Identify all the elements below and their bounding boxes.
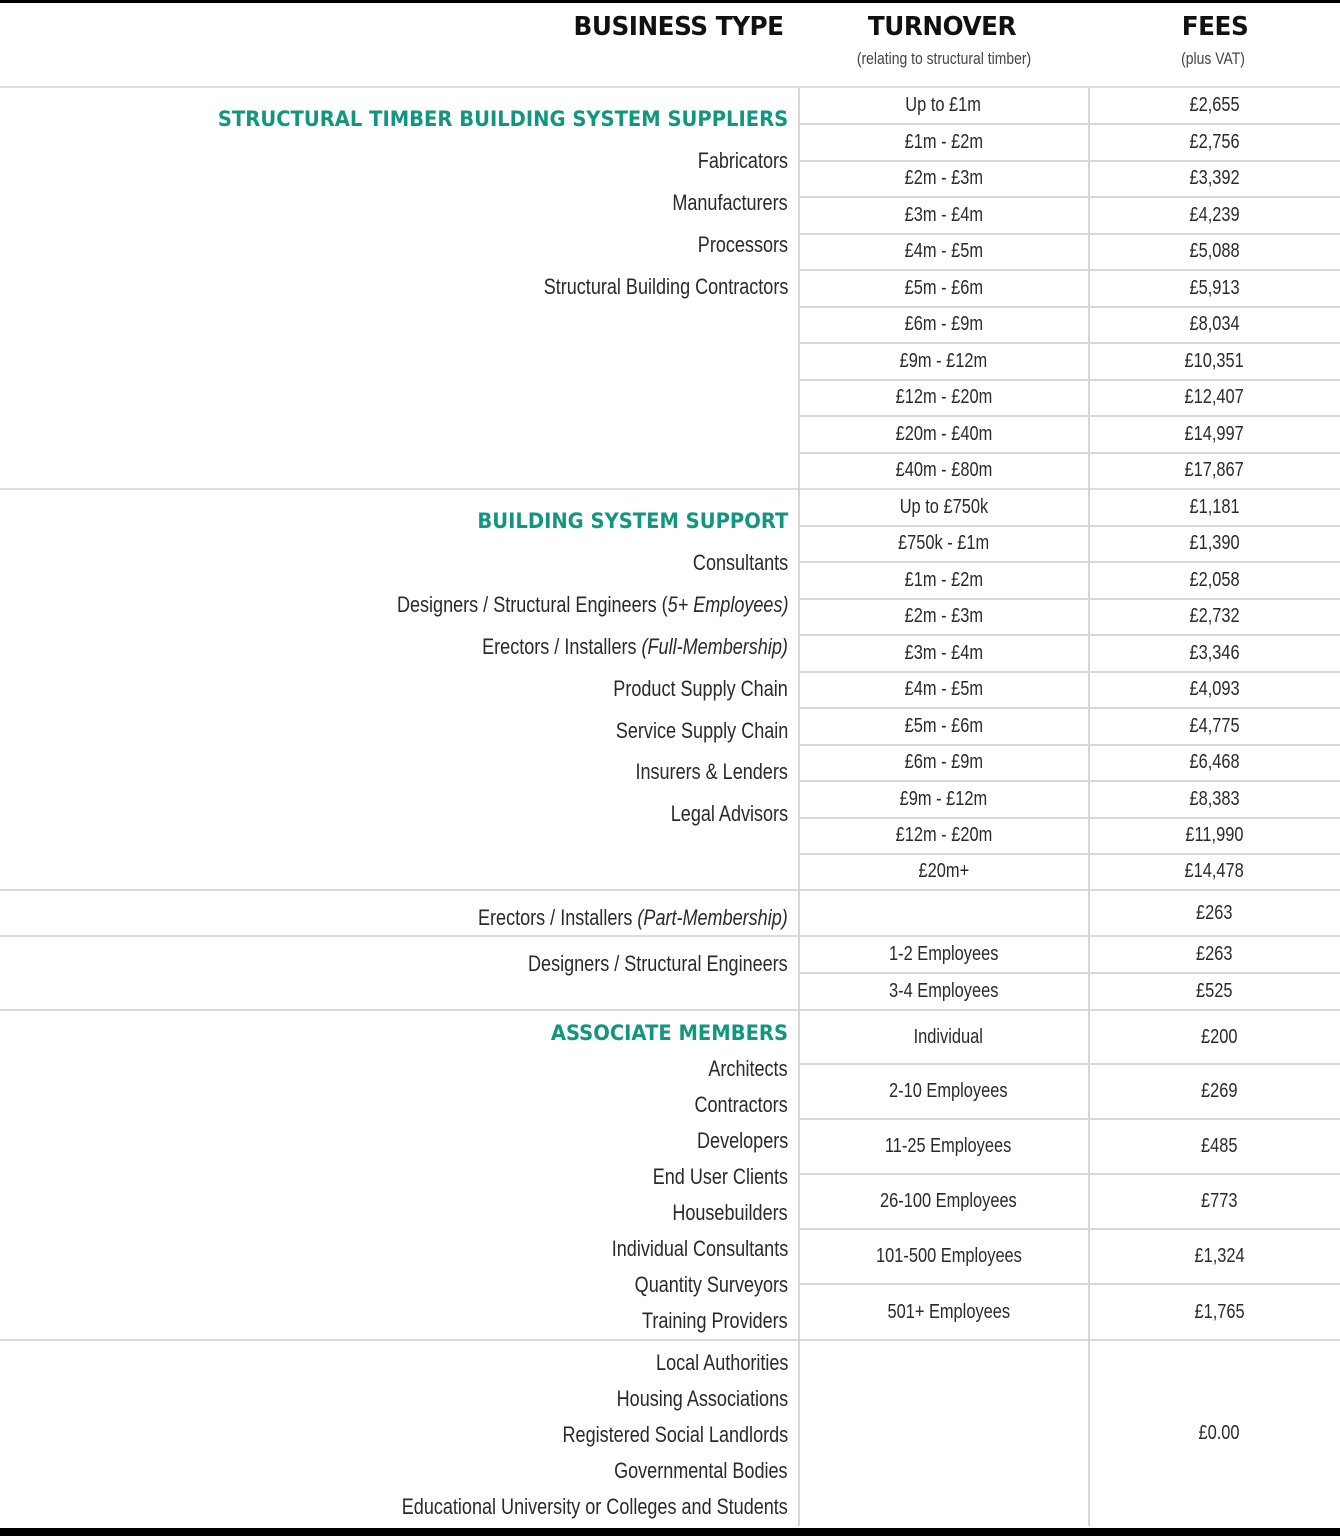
fee-cell: £8,383 (1189, 787, 1240, 810)
turnover-cell: £1m - £2m (904, 130, 983, 153)
fee-cell: £2,732 (1189, 605, 1240, 627)
business-type: Contractors (694, 1092, 788, 1117)
business-type: Educational University or Colleges and Students (401, 1494, 788, 1519)
column-subheader-turnover: (relating to structural timber) (856, 49, 1032, 68)
fee-cell: £525 (1196, 979, 1233, 1002)
turnover-cell: Up to £1m (905, 94, 982, 116)
business-type: Architects (708, 1056, 788, 1081)
column-header-business-type: BUSINESS TYPE (573, 12, 784, 42)
fee-cell: £269 (1201, 1080, 1238, 1102)
turnover-cell: £2m - £3m (904, 605, 983, 627)
business-type: Structural Building Contractors (543, 274, 788, 299)
turnover-cell: 3-4 Employees (888, 979, 999, 1002)
business-type: End User Clients (652, 1164, 788, 1189)
fee-cell: £2,058 (1189, 568, 1240, 591)
business-type: Product Supply Chain (613, 676, 788, 701)
business-type: Quantity Surveyors (634, 1272, 788, 1297)
fee-cell: £4,093 (1189, 678, 1240, 700)
fee-cell: £263 (1196, 901, 1233, 924)
business-type: Local Authorities (655, 1350, 788, 1375)
business-type: Housing Associations (616, 1386, 788, 1411)
fee-cell: £6,468 (1189, 751, 1240, 773)
business-type: Designers / Structural Engineers (528, 951, 788, 976)
turnover-cell: 2-10 Employees (889, 1080, 1008, 1102)
fee-cell: £485 (1201, 1135, 1238, 1157)
turnover-cell: Up to £750k (899, 496, 988, 518)
fee-cell: £11,990 (1185, 824, 1244, 846)
column-header-fees: FEES (1181, 12, 1249, 42)
turnover-cell: £3m - £4m (904, 641, 983, 664)
column-header-turnover: TURNOVER (867, 12, 1017, 42)
column-subheader-fees: (plus VAT) (1181, 49, 1245, 68)
business-type: Developers (696, 1128, 788, 1153)
turnover-cell: £5m - £6m (904, 276, 983, 299)
turnover-cell: £3m - £4m (904, 203, 983, 226)
business-type: Legal Advisors (670, 801, 788, 826)
business-type: Designers / Structural Engineers (5+ Employees) (396, 592, 788, 617)
turnover-cell: £1m - £2m (904, 568, 983, 591)
turnover-cell: 1-2 Employees (888, 943, 999, 965)
bottom-border (0, 1528, 1340, 1536)
business-type: Registered Social Landlords (562, 1422, 788, 1447)
section-heading-suppliers: STRUCTURAL TIMBER BUILDING SYSTEM SUPPLIERS (217, 107, 788, 131)
turnover-cell: £9m - £12m (899, 349, 988, 372)
business-type: Manufacturers (672, 190, 788, 215)
business-type: Governmental Bodies (614, 1458, 788, 1483)
fee-cell: £1,324 (1194, 1245, 1245, 1267)
fee-cell: £3,392 (1189, 167, 1240, 189)
fee-cell: £14,478 (1184, 860, 1245, 882)
turnover-cell: £9m - £12m (899, 787, 988, 810)
business-type: Fabricators (697, 148, 788, 173)
turnover-cell: £12m - £20m (895, 386, 992, 408)
section-heading-support: BUILDING SYSTEM SUPPORT (477, 509, 788, 533)
business-type: Service Supply Chain (615, 718, 788, 743)
turnover-cell: £20m - £40m (895, 422, 992, 445)
fee-cell: £2,655 (1189, 94, 1240, 116)
fee-cell: £1,390 (1189, 532, 1240, 554)
fee-cell: £2,756 (1189, 130, 1240, 153)
turnover-cell: £40m - £80m (895, 459, 992, 481)
fee-cell: £0.00 (1198, 1422, 1241, 1444)
fee-cell: £8,034 (1189, 313, 1240, 335)
business-type: Consultants (692, 550, 788, 575)
fee-cell: £17,867 (1184, 459, 1245, 481)
fee-cell: £12,407 (1184, 386, 1245, 408)
turnover-cell: Individual (913, 1025, 984, 1048)
business-type: Training Providers (642, 1308, 788, 1333)
fee-cell: £4,775 (1189, 714, 1240, 737)
top-border (0, 0, 1340, 3)
turnover-cell (799, 891, 1088, 935)
fee-cell: £5,913 (1189, 276, 1240, 299)
business-type: Erectors / Installers (Part-Membership) (478, 905, 788, 930)
business-type: Insurers & Lenders (635, 759, 788, 784)
fee-cell: £1,181 (1189, 496, 1240, 518)
turnover-cell: £6m - £9m (904, 751, 983, 773)
turnover-cell: £2m - £3m (904, 167, 983, 189)
turnover-cell: 501+ Employees (887, 1300, 1010, 1323)
fee-cell: £10,351 (1184, 349, 1245, 372)
fee-cell: £263 (1196, 943, 1233, 965)
turnover-cell: £5m - £6m (904, 714, 983, 737)
fee-cell: £200 (1201, 1025, 1238, 1048)
fee-cell: £5,088 (1189, 240, 1240, 262)
turnover-cell: £4m - £5m (904, 678, 983, 700)
business-type: Erectors / Installers (Full-Membership) (482, 634, 788, 659)
fee-cell: £4,239 (1189, 203, 1240, 226)
section-heading-associate: ASSOCIATE MEMBERS (550, 1021, 788, 1045)
turnover-cell: £6m - £9m (904, 313, 983, 335)
turnover-cell: 11-25 Employees (885, 1135, 1012, 1157)
turnover-cell: 26-100 Employees (880, 1190, 1017, 1212)
turnover-cell: £750k - £1m (897, 532, 990, 554)
turnover-cell: £20m+ (918, 860, 969, 882)
business-type: Individual Consultants (611, 1236, 788, 1261)
fee-cell: £1,765 (1194, 1300, 1245, 1323)
turnover-cell: £4m - £5m (904, 240, 983, 262)
fee-cell: £14,997 (1184, 422, 1245, 445)
turnover-cell: 101-500 Employees (875, 1245, 1022, 1267)
business-type: Processors (697, 232, 788, 257)
fee-cell: £3,346 (1189, 641, 1240, 664)
business-type: Housebuilders (672, 1200, 788, 1225)
turnover-cell: £12m - £20m (895, 824, 992, 846)
fee-cell: £773 (1201, 1190, 1238, 1212)
